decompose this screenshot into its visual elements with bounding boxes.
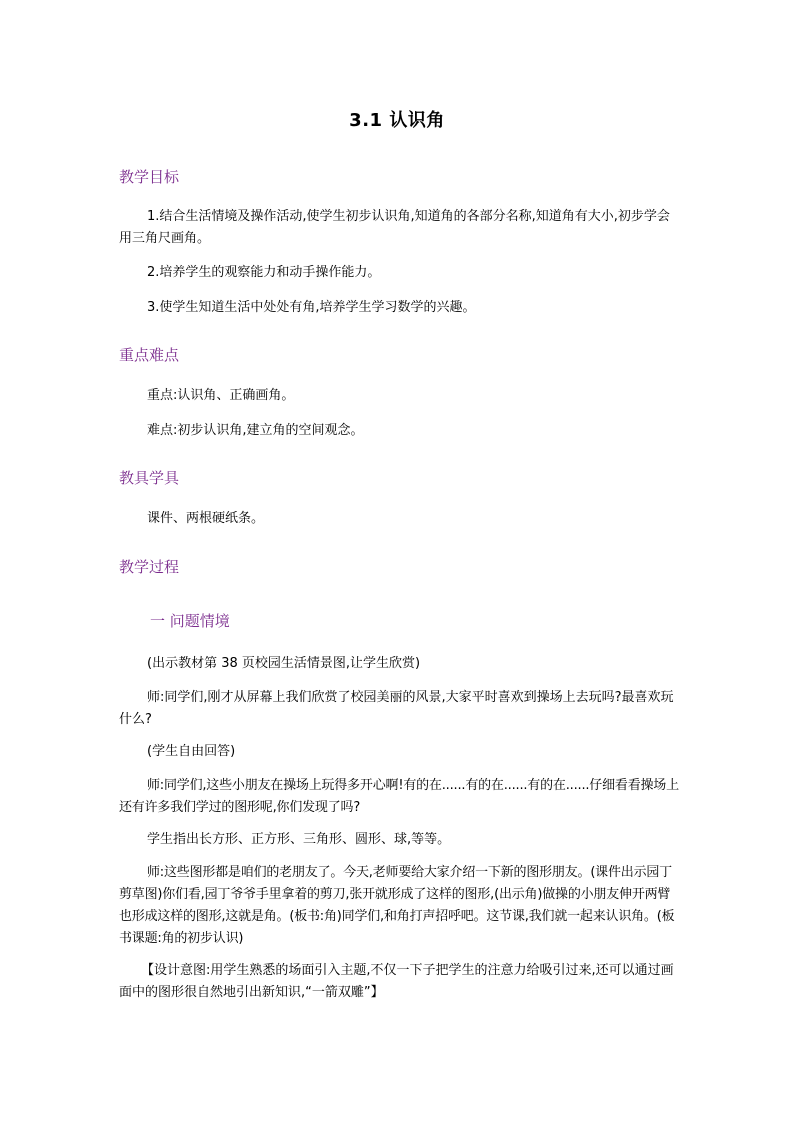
- tools-text: 课件、两根硬纸条。: [147, 511, 265, 526]
- goal-item-1: 1.结合生活情境及操作活动,使学生初步认识角,知道角的各部分名称,知道角有大小,初步学会用三角尺画角。: [119, 209, 670, 246]
- process-paragraph-6: 师:这些图形都是咱们的老朋友了。今天,老师要给大家介绍一下新的图形朋友。(课件出示园丁剪草图)你们看,园丁爷爷手里拿着的剪刀,张开就形成了这样的图形,(出示角)做操的小朋友伸开两臂也形成这样的图形,这就是角。(板书:角)同学们,和角打声招呼吧。这节课,我们就一起来认识角。(板书课题:角的初步认识): [119, 865, 675, 946]
- sub-heading-problem-situation: 一 问题情境: [150, 612, 230, 630]
- process-paragraph-4: 师:同学们,这些小朋友在操场上玩得多开心啊!有的在......有的在......有的在......仔细看看操场上还有许多我们学过的图形呢,你们发现了吗?: [119, 778, 679, 815]
- key-point-focus: 重点:认识角、正确画角。: [147, 388, 295, 403]
- page-title: 3.1 认识角: [349, 110, 445, 131]
- section-heading-process: 教学过程: [119, 558, 180, 576]
- key-point-difficulty: 难点:初步认识角,建立角的空间观念。: [147, 423, 364, 438]
- process-paragraph-3: (学生自由回答): [147, 744, 236, 759]
- section-heading-goals: 教学目标: [119, 168, 180, 186]
- process-paragraph-1: (出示教材第 38 页校园生活情景图,让学生欣赏): [147, 656, 421, 671]
- process-paragraph-2: 师:同学们,刚才从屏幕上我们欣赏了校园美丽的风景,大家平时喜欢到操场上去玩吗?最喜欢玩什么?: [119, 690, 674, 727]
- goal-item-3: 3.使学生知道生活中处处有角,培养学生学习数学的兴趣。: [147, 300, 476, 315]
- design-intent-note: 【设计意图:用学生熟悉的场面引入主题,不仅一下子把学生的注意力给吸引过来,还可以通过画面中的图形很自然地引出新知识,“一箭双雕”】: [119, 963, 674, 1000]
- process-paragraph-5: 学生指出长方形、正方形、三角形、圆形、球,等等。: [147, 832, 451, 847]
- section-heading-key-points: 重点难点: [119, 346, 180, 364]
- section-heading-tools: 教具学具: [119, 469, 180, 487]
- goal-item-2: 2.培养学生的观察能力和动手操作能力。: [147, 265, 381, 280]
